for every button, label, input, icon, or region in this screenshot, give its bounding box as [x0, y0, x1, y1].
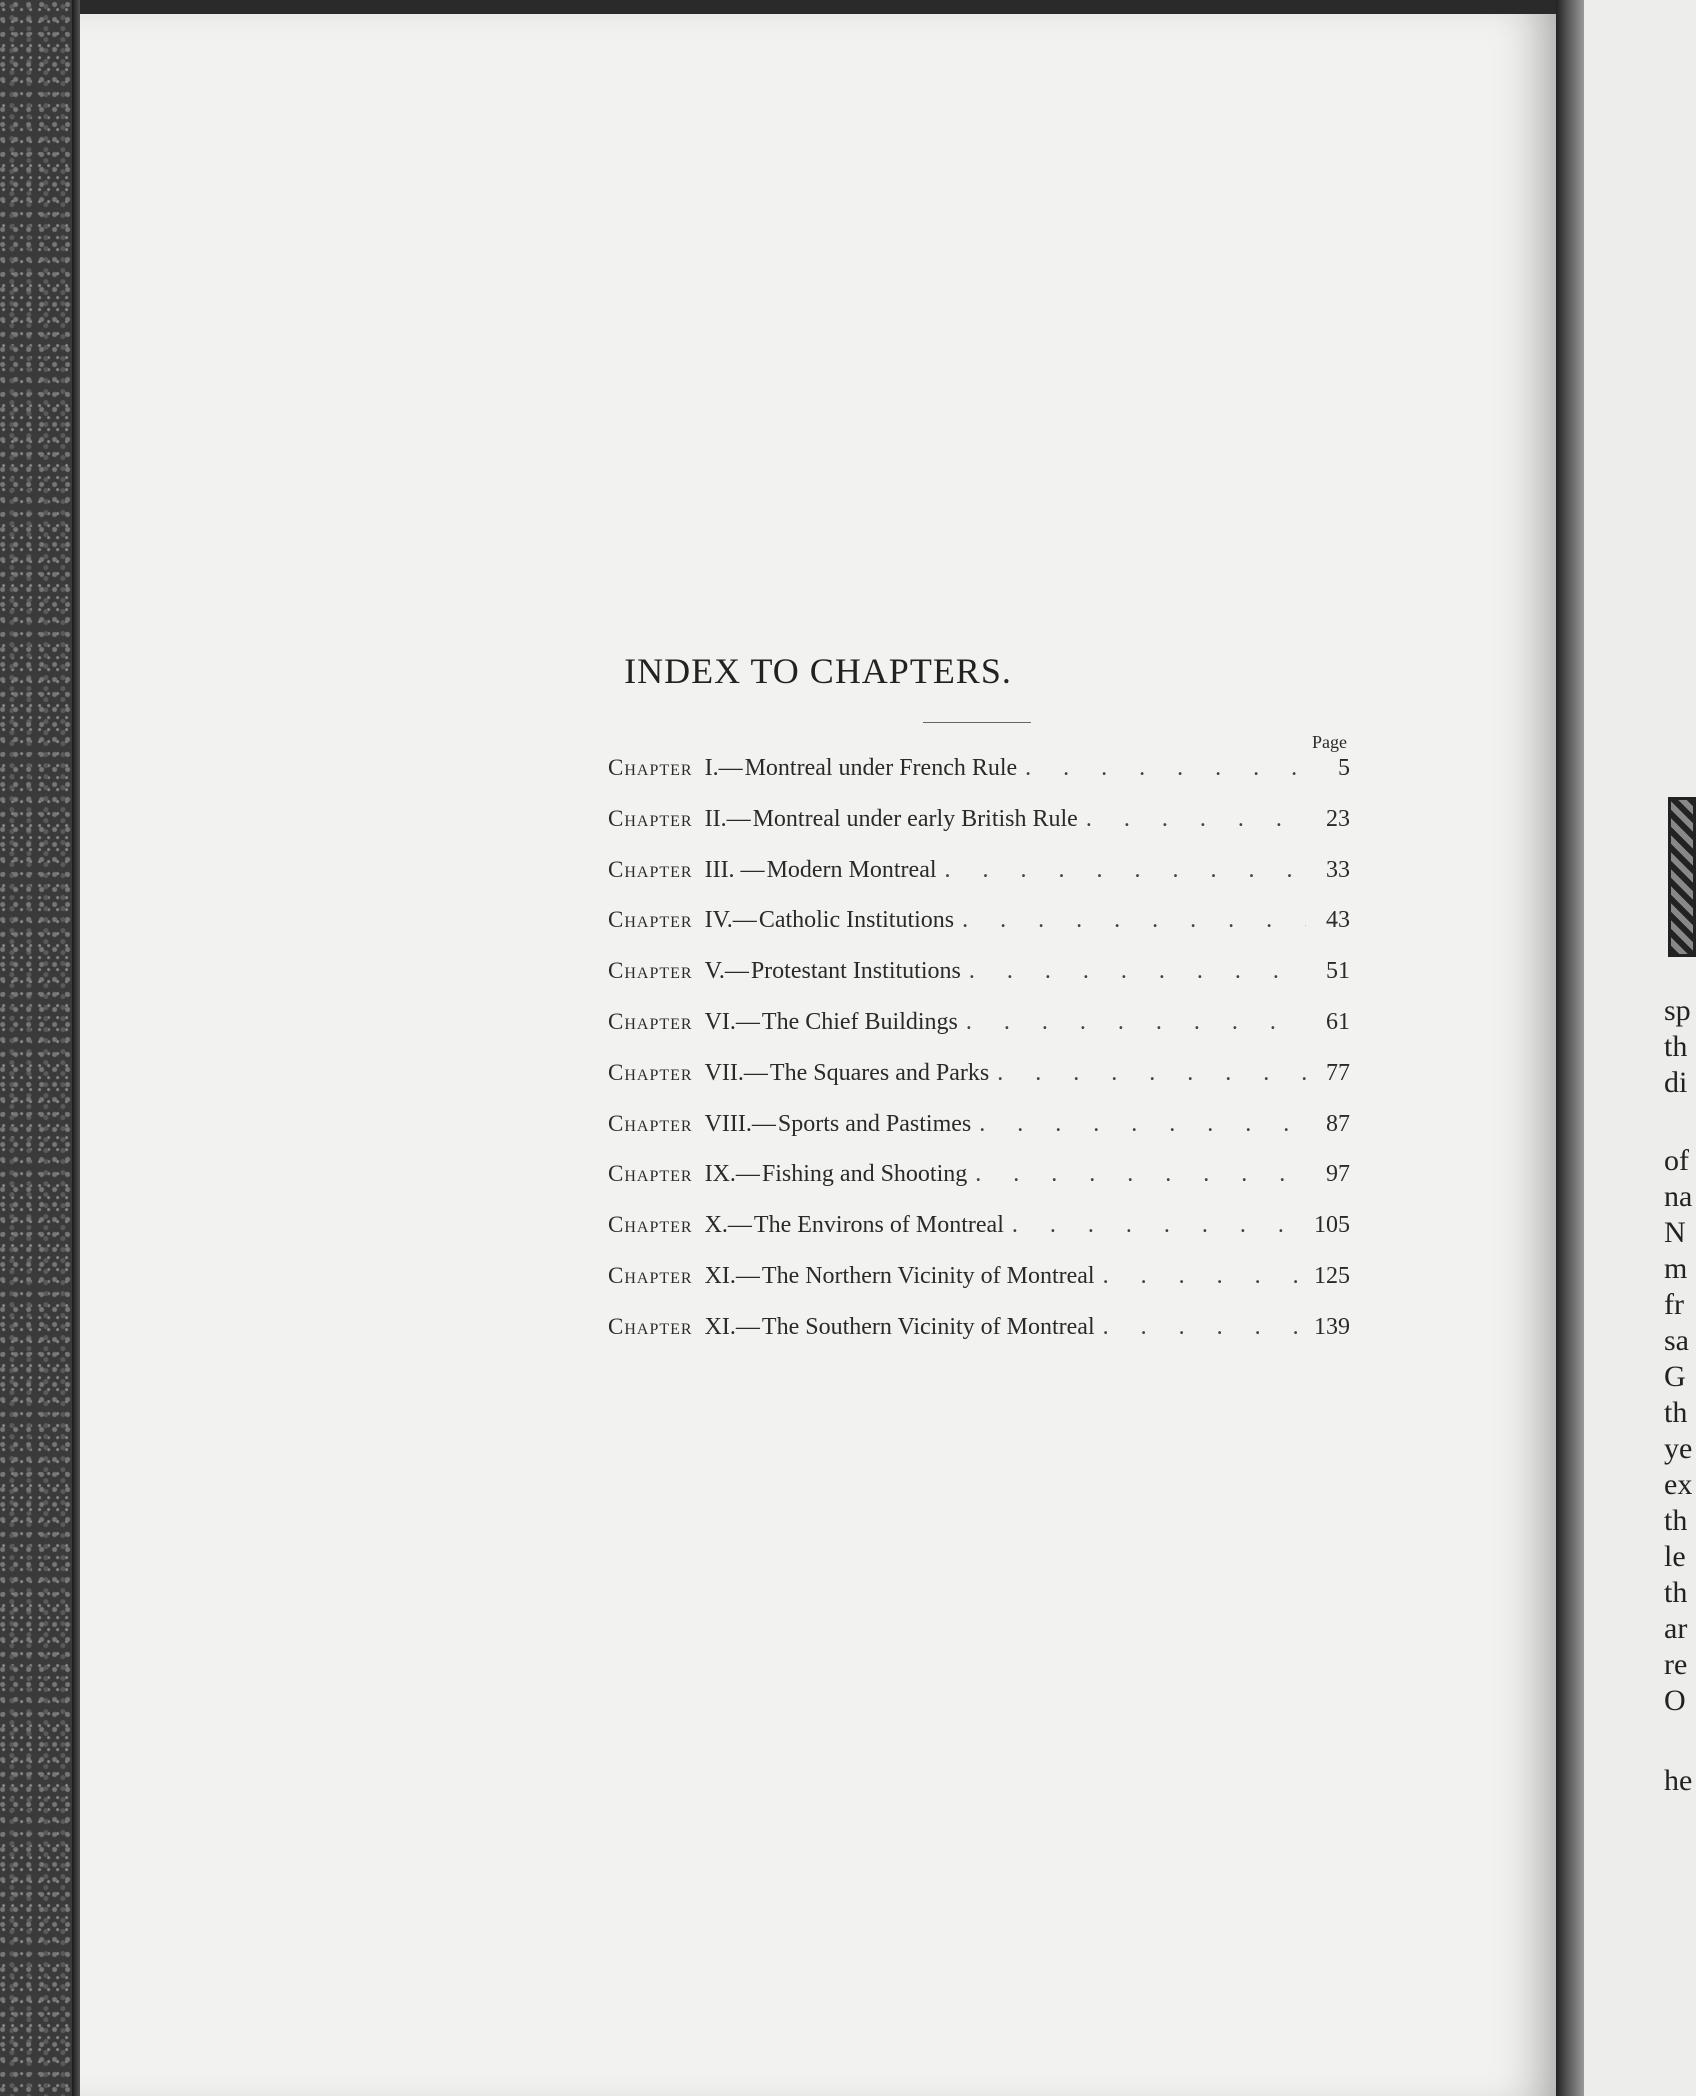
next-page-line: th [1664, 1030, 1688, 1063]
next-page-line: sp [1664, 994, 1691, 1027]
title-rule [923, 722, 1031, 723]
chapter-page-number: 43 [1326, 907, 1350, 934]
chapter-title: Catholic Institutions [758, 907, 955, 934]
chapter-title: The Environs of Montreal [753, 1212, 1004, 1239]
chapter-page-number: 5 [1338, 755, 1350, 781]
next-page-line: m [1664, 1252, 1688, 1285]
book-gutter [1556, 0, 1584, 2096]
chapter-entry [608, 806, 1350, 857]
next-page-line: ye [1664, 1432, 1693, 1465]
chapter-title: Protestant Institutions [750, 958, 961, 985]
dot-leader [997, 1060, 1306, 1087]
chapter-title: Modern Montreal [766, 856, 937, 883]
dot-leader [1025, 755, 1306, 782]
dot-leader [1103, 1263, 1306, 1290]
chapter-page-number: 61 [1326, 1008, 1350, 1035]
chapter-title: The Chief Buildings [761, 1008, 958, 1035]
chapter-label: Chapter [608, 907, 693, 933]
chapter-list [608, 755, 1350, 1365]
chapter-page-number: 125 [1314, 1262, 1350, 1289]
next-page-line: re [1664, 1648, 1688, 1681]
chapter-title: Fishing and Shooting [761, 1161, 968, 1188]
chapter-page-number: 87 [1326, 1110, 1350, 1137]
chapter-number: I.— [704, 755, 743, 781]
chapter-page-number: 105 [1314, 1212, 1350, 1239]
chapter-number: VI.— [704, 1008, 760, 1035]
chapter-label: Chapter [608, 958, 693, 984]
index-page [80, 14, 1556, 2096]
chapter-number: VII.— [704, 1059, 768, 1086]
chapter-entry [608, 907, 1350, 958]
chapter-number: II.— [704, 805, 751, 832]
chapter-entry [608, 1161, 1350, 1212]
chapter-entry [608, 1111, 1350, 1162]
next-page-line: le [1664, 1540, 1686, 1573]
chapter-label: Chapter [608, 805, 693, 831]
next-page-line: G [1664, 1360, 1686, 1393]
page-column-header: Page [1312, 732, 1347, 752]
chapter-page-number: 23 [1326, 805, 1350, 832]
next-page-line: ex [1664, 1468, 1693, 1501]
chapter-number: VIII.— [704, 1110, 776, 1137]
next-page-line: O [1664, 1684, 1686, 1717]
chapter-entry [608, 958, 1350, 1009]
next-page-line: N [1664, 1216, 1686, 1249]
dot-leader [945, 857, 1306, 884]
chapter-page-number: 77 [1326, 1059, 1350, 1086]
page-title: INDEX TO CHAPTERS. [624, 651, 1012, 691]
chapter-label: Chapter [608, 1212, 693, 1238]
chapter-title: Sports and Pastimes [777, 1110, 972, 1137]
chapter-label: Chapter [608, 1008, 693, 1034]
chapter-label: Chapter [608, 1161, 693, 1187]
chapter-title: Montreal under French Rule [744, 755, 1018, 781]
next-page-line: di [1664, 1066, 1688, 1099]
chapter-index [608, 732, 1350, 1365]
dot-leader [962, 907, 1306, 934]
chapter-entry [608, 755, 1350, 806]
ornamental-initial [1668, 797, 1696, 957]
chapter-number: X.— [704, 1212, 752, 1239]
next-page-line: na [1664, 1180, 1693, 1213]
chapter-label: Chapter [608, 1059, 693, 1085]
chapter-number: III. — [704, 856, 765, 883]
chapter-number: XI.— [704, 1313, 760, 1340]
chapter-label: Chapter [608, 1313, 693, 1339]
chapter-number: IV.— [704, 907, 757, 934]
next-page-line: ar [1664, 1612, 1688, 1645]
chapter-number: XI.— [704, 1262, 760, 1289]
chapter-entry [608, 1009, 1350, 1060]
chapter-label: Chapter [608, 1110, 693, 1136]
dot-leader [1012, 1212, 1306, 1239]
next-page-line: fr [1664, 1288, 1684, 1321]
chapter-label: Chapter [608, 1262, 693, 1288]
next-page-line: he [1664, 1764, 1693, 1797]
chapter-label: Chapter [608, 856, 693, 882]
next-page-line: th [1664, 1576, 1688, 1609]
next-page-line: sa [1664, 1324, 1689, 1357]
chapter-title: The Squares and Parks [769, 1059, 990, 1086]
next-page-line: th [1664, 1504, 1688, 1537]
chapter-label: Chapter [608, 755, 693, 780]
chapter-entry [608, 1263, 1350, 1314]
dot-leader [1103, 1314, 1306, 1341]
chapter-entry [608, 1212, 1350, 1263]
book-cover [0, 0, 72, 2096]
dot-leader [969, 958, 1306, 985]
chapter-number: IX.— [704, 1161, 760, 1188]
dot-leader [1086, 806, 1306, 833]
chapter-page-number: 97 [1326, 1161, 1350, 1188]
chapter-title: Montreal under early British Rule [752, 805, 1078, 832]
chapter-entry [608, 1314, 1350, 1365]
chapter-page-number: 33 [1326, 856, 1350, 883]
dot-leader [966, 1009, 1306, 1036]
chapter-page-number: 51 [1326, 958, 1350, 985]
next-page-line: th [1664, 1396, 1688, 1429]
chapter-title: The Northern Vicinity of Montreal [761, 1262, 1095, 1289]
chapter-page-number: 139 [1314, 1313, 1350, 1340]
chapter-entry [608, 857, 1350, 908]
dot-leader [975, 1161, 1306, 1188]
chapter-number: V.— [704, 958, 749, 985]
cover-edge [72, 0, 80, 2096]
dot-leader [979, 1111, 1306, 1138]
chapter-entry [608, 1060, 1350, 1111]
next-page-line: of [1664, 1144, 1689, 1177]
chapter-title: The Southern Vicinity of Montreal [761, 1313, 1095, 1340]
